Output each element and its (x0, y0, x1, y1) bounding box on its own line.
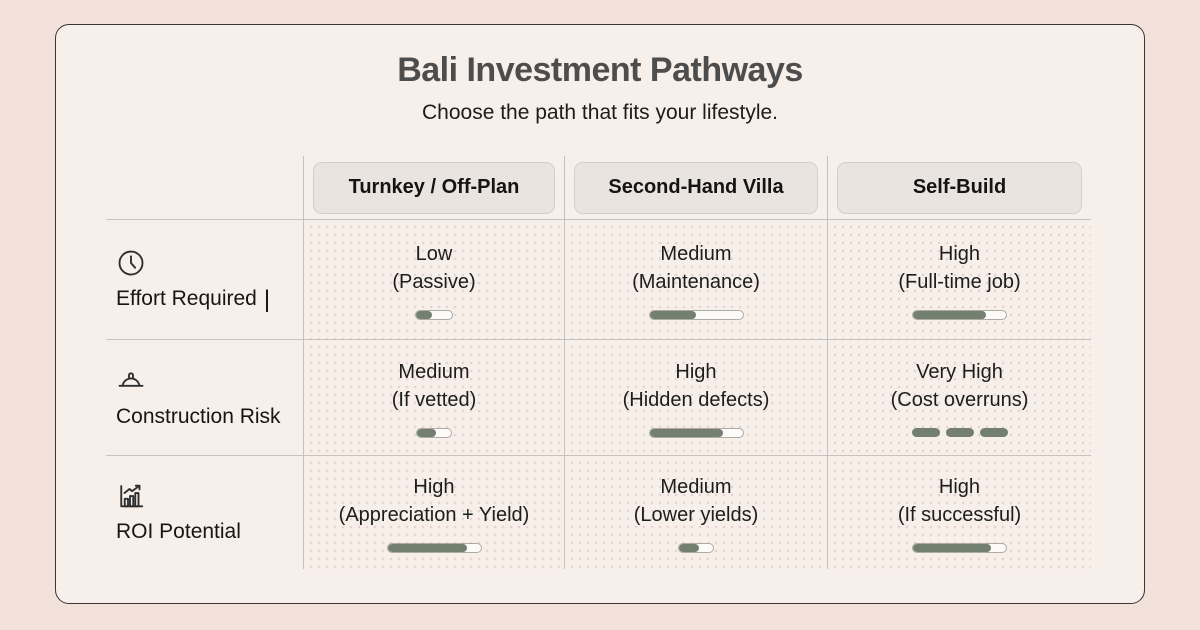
level-bar (912, 543, 1007, 553)
column-header-cell-turnkey (303, 156, 564, 219)
level-bar (649, 310, 744, 320)
cell-note: (Cost overruns) (890, 388, 1029, 411)
cell-note: (Full-time job) (898, 270, 1021, 293)
cell-value: High (675, 360, 717, 383)
cell-note: (Maintenance) (632, 270, 760, 293)
comparison-card (55, 24, 1145, 604)
cell-note: (Hidden defects) (622, 388, 770, 411)
cell-value: High (938, 475, 981, 498)
row-label-effort-required (106, 219, 303, 339)
row-label-text (116, 405, 288, 429)
column-header-self-build: Self-Build (837, 162, 1082, 214)
text-cursor: | (263, 285, 271, 313)
cell-risk-self-build (827, 339, 1091, 455)
cell-value: High (413, 475, 455, 498)
cell-value: High (938, 242, 981, 265)
column-header-turnkey: Turnkey / Off-Plan (313, 162, 555, 214)
clock-icon (116, 248, 146, 278)
corner-cell (106, 156, 303, 219)
row-label-construction-risk (106, 339, 303, 455)
cell-roi-turnkey (303, 455, 564, 569)
cell-value: Low (415, 242, 453, 265)
level-bar (912, 428, 1008, 438)
column-header-cell-second-hand (564, 156, 827, 219)
cell-note: (Appreciation + Yield) (338, 503, 530, 526)
level-bar (387, 543, 482, 553)
cell-value: Medium (660, 242, 732, 265)
row-label-text (116, 520, 248, 544)
column-header-second-hand: Second-Hand Villa (574, 162, 818, 214)
comparison-table (106, 156, 1091, 569)
hard-hat-icon (116, 366, 146, 396)
row-label-text (116, 287, 270, 311)
level-bar (912, 310, 1007, 320)
cell-roi-second-hand (564, 455, 827, 569)
row-label-roi-potential (106, 455, 303, 569)
page-title: Bali Investment Pathways (397, 51, 803, 89)
row-label-roi-potential-text: ROI Potential (116, 520, 241, 543)
cell-note: (Lower yields) (633, 503, 759, 526)
cell-value: Very High (916, 360, 1003, 383)
level-bar (649, 428, 744, 438)
level-bar (416, 428, 452, 438)
cell-note: (If successful) (897, 503, 1022, 526)
cell-note: (If vetted) (391, 388, 477, 411)
chart-increasing-icon (116, 481, 146, 511)
row-label-effort-required-text: Effort Required (116, 287, 257, 310)
cell-roi-self-build (827, 455, 1091, 569)
page-subtitle: Choose the path that fits your lifestyle. (421, 101, 779, 124)
row-label-construction-risk-text: Construction Risk (116, 405, 281, 428)
cell-value: Medium (660, 475, 732, 498)
level-bar (678, 543, 714, 553)
cell-risk-turnkey (303, 339, 564, 455)
cell-note: (Passive) (392, 270, 476, 293)
column-header-cell-self-build (827, 156, 1091, 219)
cell-value: Medium (398, 360, 470, 383)
level-bar (415, 310, 453, 320)
cell-effort-second-hand (564, 219, 827, 339)
cell-effort-self-build (827, 219, 1091, 339)
cell-effort-turnkey (303, 219, 564, 339)
cell-risk-second-hand (564, 339, 827, 455)
